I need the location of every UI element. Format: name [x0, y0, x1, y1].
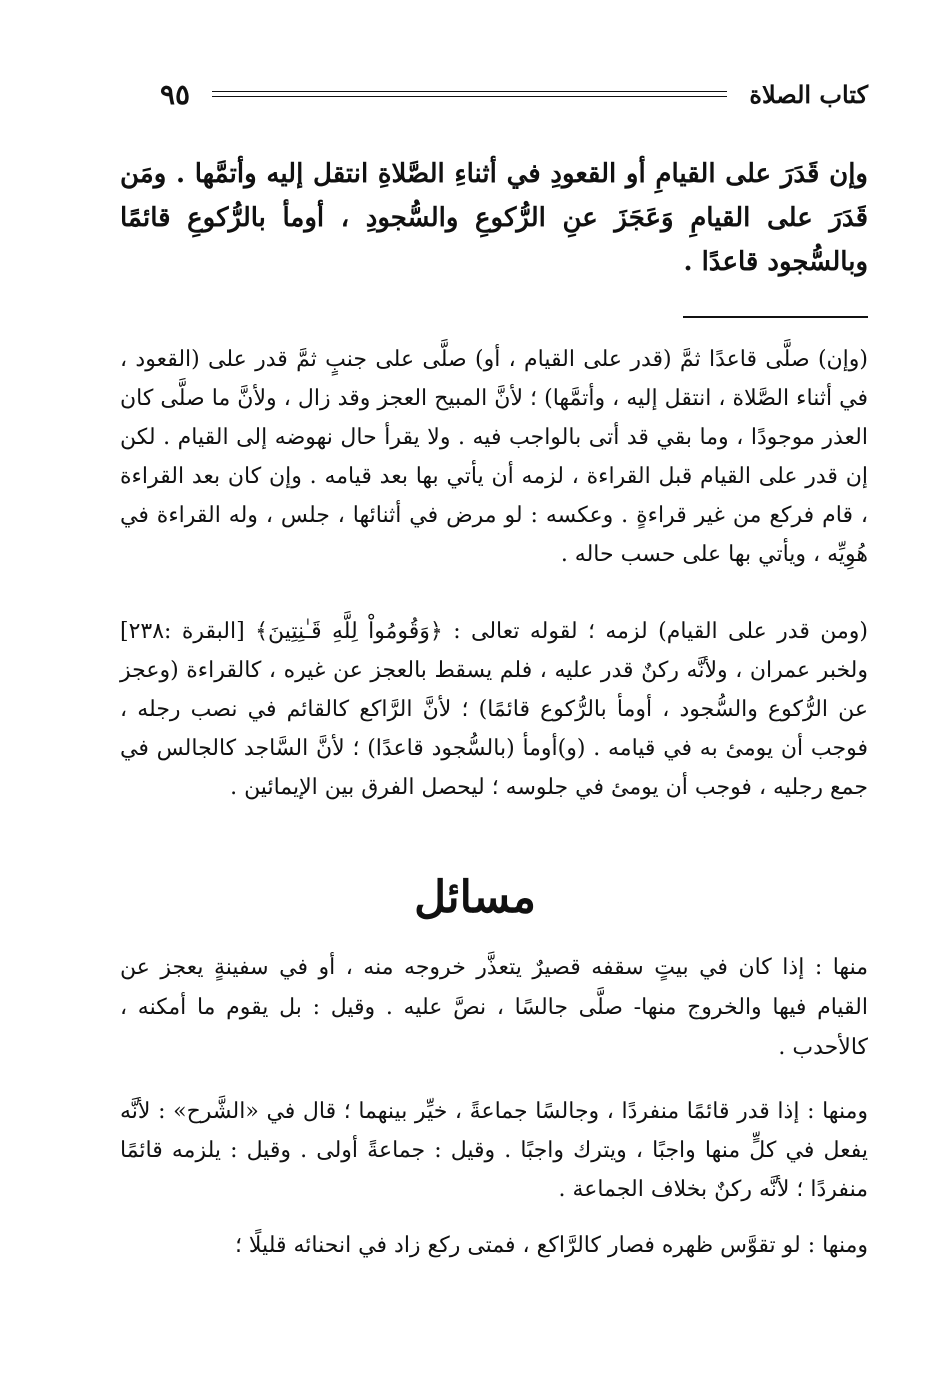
- commentary-paragraph-1: (وإن) صلَّى قاعدًا ثمَّ (قدر على القيام ، أو) صلَّى على جنبٍ ثمَّ قدر على (القعود ، في أثناء الصَّلاة ، انتقل إليه ، وأتمَّها) ؛ لأنَّ المبيح العجز وقد زال ، ولأنَّ ما صلَّى كان العذر موجودًا ، وما بقي قد أتى بالواجب فيه . ولا يقرأ حال نهوضه إلى القيام . لكن إن قدر على القيام قبل القراءة ، لزمه أن يأتي بها بعد قيامه . وإن كان بعد القراءة ، قام فركع من غير قراءةٍ . وعكسه : لو مرض في أثنائها ، جلس ، وله القراءة في هُوِيِّه ، ويأتي بها على حسب حاله .: [120, 347, 868, 567]
- issue-paragraph-3: ومنها : لو تقوَّس ظهره فصار كالرَّاكع ، فمتى ركع زاد في انحنائه قليلًا ؛: [234, 1233, 868, 1258]
- issue-block-3: [120, 1226, 868, 1265]
- commentary-block-1: [120, 340, 868, 574]
- matn-text: [120, 152, 868, 284]
- page-number: ٩٥: [160, 77, 191, 111]
- issue-paragraph-2: ومنها : إذا قدر قائمًا منفردًا ، وجالسًا جماعةً ، خيِّر بينهما ؛ قال في «الشَّرح» : لأنَّه يفعل في كلٍّ منها واجبًا ، ويترك واجبًا . وقيل : جماعةً أولى . وقيل : يلزمه قائمًا منفردًا ؛ لأنَّه ركنٌ بخلاف الجماعة .: [120, 1099, 868, 1202]
- issue-paragraph-1: منها : إذا كان في بيتٍ سقفه قصيرٌ يتعذَّر خروجه منه ، أو في سفينةٍ يعجز عن القيام فيها والخروج منها- صلَّى جالسًا ، نصَّ عليه . وقيل : بل يقوم ما أمكنه ، كالأحدب .: [120, 955, 868, 1060]
- issue-block-2: [120, 1092, 868, 1209]
- book-title: كتاب الصلاة: [749, 79, 868, 109]
- issue-block-1: [120, 948, 868, 1068]
- commentary-paragraph-2: (ومن قدر على القيام) لزمه ؛ لقوله تعالى : ﴿وَقُومُواْ لِلَّهِ قَـٰنِتِينَ﴾ [البقرة :٢٣٨] ولخبر عمران ، ولأنَّه ركنٌ قدر عليه ، فلم يسقط بالعجز عن غيره ، كالقراءة (وعجز عن الرُّكوع والسُّجود ، أومأ بالرُّكوع قائمًا) ؛ لأنَّ الرَّاكع كالقائم في نصب رجله ، فوجب أن يومئ به في قيامه . (و)أومأ (بالسُّجود قاعدًا) ؛ لأنَّ السَّاجد كالجالس في جمع رجليه ، فوجب أن يومئ في جلوسه ؛ ليحصل الفرق بين الإيمائين .: [120, 619, 868, 800]
- header-rule: [212, 91, 727, 97]
- footnote-separator: [683, 316, 868, 318]
- section-heading: مسائل: [414, 872, 536, 923]
- commentary-block-2: [120, 612, 868, 807]
- running-header: [160, 74, 868, 114]
- matn-paragraph: وإن قَدَرَ على القيامِ أو القعودِ في أثناءِ الصَّلاةِ انتقل إليه وأتمَّها . ومَن قَدَرَ على القيامِ وَعَجَزَ عنِ الرُّكوعِ والسُّجودِ ، أومأ بالرُّكوعِ قائمًا وبالسُّجود قاعدًا .: [120, 159, 868, 277]
